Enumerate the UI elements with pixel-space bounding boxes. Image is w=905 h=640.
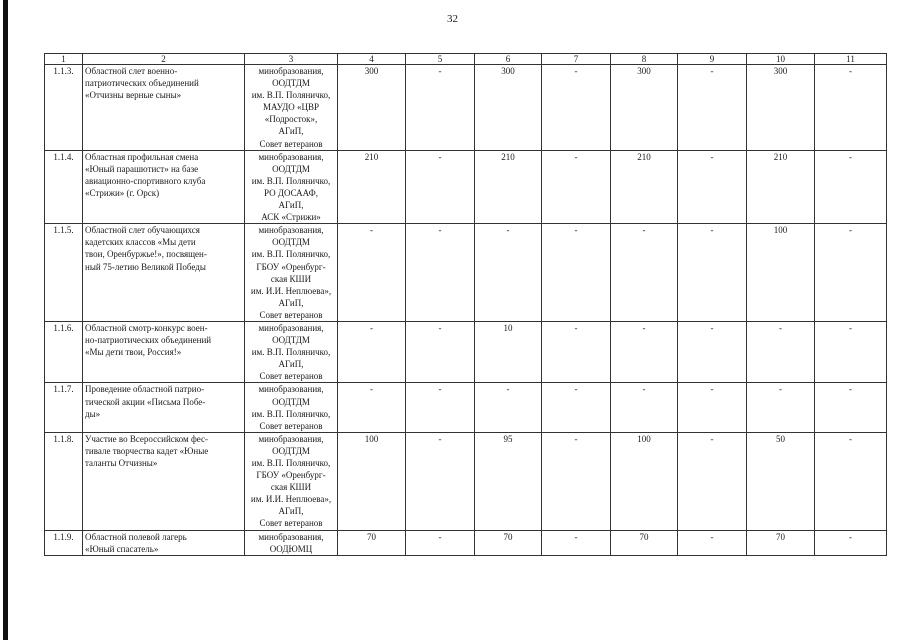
table-row — [45, 321, 887, 382]
executor-line: минобразования, — [258, 66, 324, 76]
value-cell: - — [611, 383, 678, 432]
value-cell: - — [815, 383, 887, 432]
executor-line: ООДТДМ — [272, 335, 310, 346]
value-cell: - — [747, 321, 815, 382]
event-name-line: ный 75-летию Великой Победы — [85, 261, 206, 272]
table-row — [45, 65, 887, 151]
event-name-cell — [83, 432, 245, 530]
value-cell: - — [678, 65, 747, 151]
value-cell: - — [678, 150, 747, 224]
executor-line: ГБОУ «Оренбург- — [256, 470, 326, 481]
column-header: 11 — [815, 54, 887, 65]
event-name-line: Проведение областной патрио- — [85, 384, 205, 395]
column-header: 2 — [83, 54, 245, 65]
executor-line: ООДТДМ — [272, 78, 310, 89]
executor-line: Совет ветеранов — [259, 420, 323, 431]
executor-line: им. И.И. Неплюева», — [250, 285, 332, 296]
event-name-line: патриотических объединений — [85, 78, 199, 89]
value-cell: 95 — [475, 432, 542, 530]
event-name-line: авиационно-спортивного клуба — [85, 175, 206, 186]
executor-line: АГиП, — [278, 359, 304, 370]
column-header: 10 — [747, 54, 815, 65]
value-cell: - — [475, 383, 542, 432]
value-cell: 10 — [475, 321, 542, 382]
executor-line: АГиП, — [278, 506, 304, 517]
executor-line: ООДТДМ — [272, 237, 310, 248]
value-cell: - — [815, 224, 887, 322]
event-name-line: ды» — [85, 408, 101, 419]
value-cell: - — [815, 530, 887, 555]
row-number: 1.1.3. — [45, 65, 83, 151]
event-name-line: Областной полевой лагерь — [85, 531, 187, 542]
executor-line: минобразования, — [258, 531, 324, 542]
column-header: 3 — [245, 54, 338, 65]
executor-line: РО ДОСААФ, — [264, 187, 318, 198]
event-name-line: Участие во Всероссийском фес- — [85, 433, 208, 444]
value-cell: 210 — [475, 150, 542, 224]
event-name-line: таланты Отчизны» — [85, 458, 158, 468]
value-cell: - — [475, 224, 542, 322]
table-row — [45, 224, 887, 322]
column-header: 6 — [475, 54, 542, 65]
event-name-cell — [83, 150, 245, 224]
event-name-cell — [83, 383, 245, 432]
table-row — [45, 150, 887, 224]
executor-line: им. В.П. Поляничко, — [251, 347, 331, 358]
value-cell: 70 — [475, 530, 542, 555]
value-cell: - — [815, 65, 887, 151]
value-cell: 300 — [747, 65, 815, 151]
value-cell: - — [542, 432, 611, 530]
value-cell: 70 — [747, 530, 815, 555]
executor-line: им. В.П. Поляничко, — [251, 408, 331, 419]
event-name-line: «Стрижи» (г. Орск) — [85, 187, 160, 198]
value-cell: 300 — [338, 65, 406, 151]
executor-line: им. В.П. Поляничко, — [251, 458, 331, 468]
event-name-line: Областная профильная смена — [85, 151, 199, 162]
column-header: 4 — [338, 54, 406, 65]
value-cell: 100 — [611, 432, 678, 530]
value-cell: - — [678, 432, 747, 530]
table-row — [45, 432, 887, 530]
value-cell: - — [611, 224, 678, 322]
value-cell: 210 — [747, 150, 815, 224]
executor-line: ООДТДМ — [272, 445, 310, 456]
value-cell: - — [815, 321, 887, 382]
executor-line: Совет ветеранов — [259, 518, 323, 529]
executor-line: им. И.И. Неплюева», — [250, 494, 332, 505]
table-body — [45, 65, 887, 556]
executor-cell — [245, 383, 338, 432]
value-cell: - — [542, 383, 611, 432]
value-cell: - — [406, 65, 475, 151]
value-cell: - — [611, 321, 678, 382]
value-cell: - — [542, 530, 611, 555]
executor-line: «Подросток», — [264, 114, 318, 125]
value-cell: - — [678, 224, 747, 322]
header-row — [45, 54, 887, 65]
value-cell: - — [338, 321, 406, 382]
value-cell: - — [338, 224, 406, 322]
event-name-cell — [83, 224, 245, 322]
event-name-line: «Отчизны верные сыны» — [85, 90, 182, 101]
data-table — [44, 53, 887, 556]
value-cell: 300 — [611, 65, 678, 151]
row-number: 1.1.9. — [45, 530, 83, 555]
executor-line: АГиП, — [278, 200, 304, 211]
value-cell: 70 — [611, 530, 678, 555]
value-cell: - — [406, 321, 475, 382]
executor-line: ская КШИ — [270, 482, 312, 493]
value-cell: 210 — [611, 150, 678, 224]
event-name-cell — [83, 321, 245, 382]
executor-line: АСК «Стрижи» — [261, 212, 321, 223]
table-row — [45, 383, 887, 432]
row-number: 1.1.4. — [45, 150, 83, 224]
executor-cell — [245, 321, 338, 382]
executor-cell — [245, 530, 338, 555]
executor-line: им. В.П. Поляничко, — [251, 249, 331, 260]
executor-cell — [245, 65, 338, 151]
event-name-line: Областной слет обучающихся — [85, 225, 200, 236]
value-cell: - — [815, 432, 887, 530]
executor-line: Совет ветеранов — [259, 138, 323, 149]
value-cell: - — [542, 321, 611, 382]
value-cell: - — [406, 530, 475, 555]
row-number: 1.1.6. — [45, 321, 83, 382]
executor-cell — [245, 224, 338, 322]
column-header: 5 — [406, 54, 475, 65]
event-name-line: тивале творчества кадет «Юные — [85, 445, 209, 456]
value-cell: 100 — [338, 432, 406, 530]
event-name-line: твои, Оренбуржье!», посвящен- — [85, 249, 207, 260]
table-row — [45, 530, 887, 555]
event-name-line: Областной смотр-конкурс воен- — [85, 322, 208, 333]
value-cell: - — [542, 65, 611, 151]
executor-line: ГБОУ «Оренбург- — [256, 261, 326, 272]
event-name-line: «Юный спасатель» — [85, 543, 159, 554]
column-header: 9 — [678, 54, 747, 65]
value-cell: - — [406, 224, 475, 322]
executor-line: ООДЮМЦ — [269, 543, 313, 554]
value-cell: - — [406, 432, 475, 530]
executor-cell — [245, 432, 338, 530]
executor-line: им. В.П. Поляничко, — [251, 175, 331, 186]
executor-line: им. В.П. Поляничко, — [251, 90, 331, 101]
row-number: 1.1.8. — [45, 432, 83, 530]
event-name-line: «Юный парашютист» на базе — [85, 163, 199, 174]
executor-line: минобразования, — [258, 384, 324, 395]
page-edge-bar — [3, 0, 8, 640]
column-header: 8 — [611, 54, 678, 65]
executor-line: Совет ветеранов — [259, 371, 323, 382]
value-cell: - — [747, 383, 815, 432]
value-cell: - — [338, 383, 406, 432]
executor-line: минобразования, — [258, 225, 324, 236]
value-cell: - — [678, 321, 747, 382]
executor-line: ская КШИ — [270, 273, 312, 284]
executor-line: минобразования, — [258, 151, 324, 162]
executor-line: Совет ветеранов — [259, 309, 323, 320]
value-cell: 300 — [475, 65, 542, 151]
value-cell: 100 — [747, 224, 815, 322]
row-number: 1.1.7. — [45, 383, 83, 432]
value-cell: 70 — [338, 530, 406, 555]
column-header: 1 — [45, 54, 83, 65]
event-name-line: но-патриотических объединений — [85, 335, 212, 346]
value-cell: - — [678, 383, 747, 432]
row-number: 1.1.5. — [45, 224, 83, 322]
event-name-line: кадетских классов «Мы дети — [85, 237, 196, 248]
value-cell: 210 — [338, 150, 406, 224]
event-name-line: тической акции «Письма Побе- — [85, 396, 206, 407]
event-name-cell — [83, 65, 245, 151]
executor-line: ООДТДМ — [272, 163, 310, 174]
page-number: 32 — [447, 13, 458, 25]
value-cell: - — [406, 150, 475, 224]
executor-line: минобразования, — [258, 433, 324, 444]
event-name-line: Областной слет военно- — [85, 66, 178, 76]
executor-line: ООДТДМ — [272, 396, 310, 407]
executor-line: АГиП, — [278, 126, 304, 137]
executor-line: минобразования, — [258, 322, 324, 333]
value-cell: - — [815, 150, 887, 224]
value-cell: 50 — [747, 432, 815, 530]
executor-cell — [245, 150, 338, 224]
column-header: 7 — [542, 54, 611, 65]
value-cell: - — [542, 224, 611, 322]
executor-line: АГиП, — [278, 297, 304, 308]
value-cell: - — [678, 530, 747, 555]
executor-line: МАУДО «ЦВР — [262, 102, 320, 113]
value-cell: - — [406, 383, 475, 432]
event-name-line: «Мы дети твои, Россия!» — [85, 347, 182, 358]
value-cell: - — [542, 150, 611, 224]
event-name-cell — [83, 530, 245, 555]
